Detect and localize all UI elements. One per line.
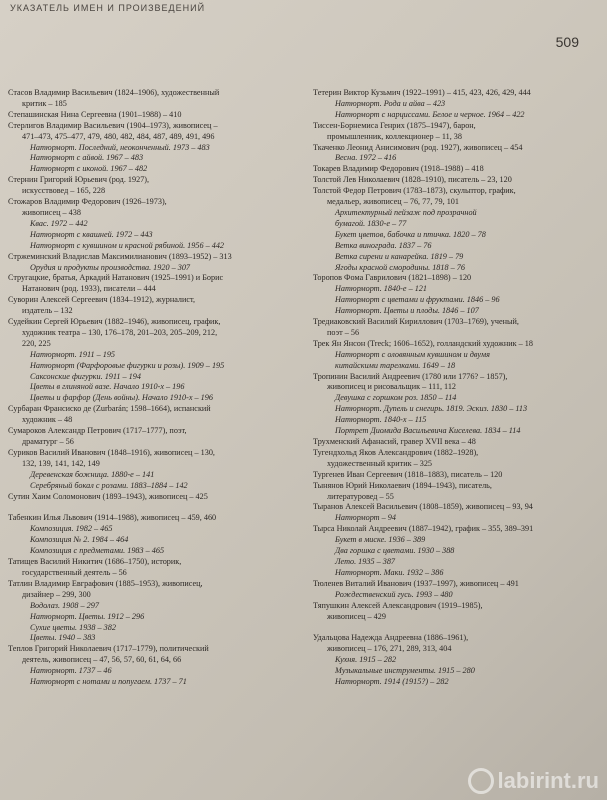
entry-name: Степашинская Нина Сергеевна (1901–1988) – 410 <box>8 109 182 119</box>
index-entry <box>313 448 603 470</box>
index-entry <box>313 633 603 688</box>
entry-name: Торопов Фома Гаврилович (1821–1898) – 120 <box>313 273 472 283</box>
index-entry <box>8 448 303 492</box>
index-entry <box>8 404 303 426</box>
artwork-title: Натюрморт. Маки. 1932 – 386 <box>335 567 444 577</box>
index-entry <box>313 175 603 186</box>
index-entry <box>313 601 603 623</box>
entry-name: Тюленев Виталий Иванович (1937–1997), живописец – 491 <box>313 578 519 588</box>
artwork-title: Натюрморт. 1840-е – 121 <box>335 284 427 294</box>
entry-name: Ткаченко Леонид Анисимович (род. 1927), живописец – 454 <box>313 142 523 152</box>
index-entry <box>313 372 603 437</box>
artwork-title: Натюрморт с нотами и попугаем. 1737 – 71 <box>30 677 187 687</box>
index-entry <box>313 164 603 175</box>
entry-continuation: медальер, живописец – 76, 77, 79, 101 <box>327 197 459 207</box>
artwork-title: Портрет Диомида Васильевича Киселева. 1834 – 114 <box>335 426 521 436</box>
artwork-title: Натюрморт – 94 <box>335 513 396 523</box>
artwork-title: Букет цветов, бабочка и птичка. 1820 – 78 <box>335 229 486 239</box>
entry-continuation: Натанович (род. 1933), писатели – 444 <box>22 284 156 294</box>
entry-continuation: литературовед – 55 <box>327 491 394 501</box>
entry-name: Судейкин Сергей Юрьевич (1882–1946), живописец, график, <box>8 317 221 327</box>
artwork-title: Лето. 1935 – 387 <box>335 556 396 566</box>
index-entry <box>313 579 603 601</box>
labirint-logo-icon <box>468 768 494 794</box>
entry-continuation: живописец и рисовальщик – 111, 112 <box>327 382 457 392</box>
entry-name: Тургенев Иван Сергеевич (1818–1883), писатель – 120 <box>313 469 503 479</box>
artwork-title: Деревенская божница. 1880-е – 141 <box>30 469 155 479</box>
entry-name: Тетерин Виктор Кузьмич (1922–1991) – 415, 423, 426, 429, 444 <box>313 88 531 97</box>
entry-continuation: 471–473, 475–477, 479, 480, 482, 484, 487, 489, 491, 496 <box>22 131 215 141</box>
artwork-title: Натюрморт с айвой. 1967 – 483 <box>30 153 144 163</box>
index-entry <box>313 470 603 481</box>
artwork-title: Весна. 1972 – 416 <box>335 153 397 163</box>
entry-name: Стернин Григорий Юрьевич (род. 1927), <box>8 175 150 185</box>
entry-name: Тропинин Василий Андреевич (1780 или 1776? – 1857), <box>313 371 508 381</box>
letter-gap <box>313 622 603 633</box>
entry-name: Тредиаковский Василий Кириллович (1703–1769), ученый, <box>313 317 519 327</box>
artwork-title: Натюрморт. 1914 (1915?) – 282 <box>335 677 449 687</box>
artwork-title: Водолаз. 1908 – 297 <box>30 600 99 610</box>
artwork-title: Натюрморт. Рода и айва – 423 <box>335 98 446 108</box>
entry-name: Токарев Владимир Федорович (1918–1988) – 418 <box>313 164 484 174</box>
entry-continuation: деятель, живописец – 47, 56, 57, 60, 61, 64, 66 <box>22 655 182 665</box>
entry-name: Татлин Владимир Евграфович (1885–1953), живописец, <box>8 578 203 588</box>
artwork-title: Натюрморт с нарциссами. Белое и черное. 1964 – 422 <box>335 109 525 119</box>
entry-name: Толстой Федор Петрович (1783–1873), скульптор, график, <box>313 186 516 196</box>
entry-continuation: издатель – 132 <box>22 306 73 316</box>
artwork-title: Ветка сирени и канарейка. 1819 – 79 <box>335 251 464 261</box>
artwork-title: Ягоды красной смородины. 1818 – 76 <box>335 262 465 272</box>
index-entry <box>8 426 303 448</box>
entry-name: Стасов Владимир Васильевич (1824–1906), художественный <box>8 88 220 97</box>
artwork-title: Натюрморт с иконой. 1967 – 482 <box>30 164 148 174</box>
entry-name: Тяпушкин Алексей Александрович (1919–1985), <box>313 600 483 610</box>
index-entry <box>8 175 303 197</box>
entry-name: Тугендхольд Яков Александрович (1882–1928), <box>313 447 479 457</box>
index-entry <box>8 110 303 121</box>
entry-name: Тыранов Алексей Васильевич (1808–1859), живописец – 93, 94 <box>313 502 533 512</box>
entry-continuation: поэт – 56 <box>327 327 360 337</box>
artwork-title: Девушка с горшком роз. 1850 – 114 <box>335 393 457 403</box>
entry-continuation: художник театра – 130, 176–178, 201–203, 205–209, 212, <box>22 327 218 337</box>
entry-name: Трек Ян Янсон (Treck; 1606–1652), голландский художник – 18 <box>313 338 533 348</box>
artwork-title: Натюрморт. Дупель и снегирь. 1819. Эскиз. 1830 – 113 <box>335 404 528 414</box>
watermark-text: labirint.ru <box>497 768 599 793</box>
index-entry <box>8 295 303 317</box>
index-entry <box>313 317 603 339</box>
artwork-title: Серебряный бокал с розами. 1883–1884 – 142 <box>30 480 188 490</box>
index-entry <box>8 88 303 110</box>
entry-name: Стерлигов Владимир Васильевич (1904–1973), живописец – <box>8 120 218 130</box>
entry-name: Табенкин Илья Львович (1914–1988), живописец – 459, 460 <box>8 513 217 523</box>
entry-name: Тиссен-Борнемиса Генрих (1875–1947), барон, <box>313 120 476 130</box>
entry-continuation: государственный деятель – 56 <box>22 567 127 577</box>
index-entry <box>8 492 303 503</box>
index-entry <box>8 557 303 579</box>
artwork-title: Натюрморт с кувшином и красной рябиной. 1956 – 442 <box>30 240 225 250</box>
artwork-title: Натюрморт. 1737 – 46 <box>30 666 112 676</box>
artwork-title: Натюрморт. Цветы и плоды. 1846 – 107 <box>335 306 479 316</box>
artwork-title: Рождественский гусь. 1993 – 480 <box>335 589 453 599</box>
artwork-title: Квас. 1972 – 442 <box>30 218 88 228</box>
entry-name: Толстой Лев Николаевич (1828–1910), писатель – 23, 120 <box>313 175 512 185</box>
artwork-title: Цветы. 1940 – 383 <box>30 633 96 643</box>
watermark <box>468 768 599 794</box>
artwork-title: Натюрморт. 1911 – 195 <box>30 349 116 359</box>
entry-name: Суриков Василий Иванович (1848–1916), живописец – 130, <box>8 447 215 457</box>
index-entry <box>8 513 303 557</box>
artwork-title: Натюрморт. Последний, неоконченный. 1973 – 483 <box>30 142 210 152</box>
index-entry <box>8 121 303 176</box>
artwork-title: Натюрморт. Цветы. 1912 – 296 <box>30 611 145 621</box>
artwork-title: Саксонские фигурки. 1911 – 194 <box>30 371 141 381</box>
entry-name: Тынянов Юрий Николаевич (1894–1943), писатель, <box>313 480 492 490</box>
entry-name: Суворин Алексей Сергеевич (1834–1912), журналист, <box>8 295 196 305</box>
index-entry <box>313 524 603 579</box>
entry-continuation: живописец – 176, 271, 289, 313, 404 <box>327 644 452 654</box>
index-entry <box>313 273 603 317</box>
entry-name: Теплов Григорий Николаевич (1717–1779), политический <box>8 644 209 654</box>
entry-continuation: живописец – 429 <box>327 611 386 621</box>
artwork-title: Букет в миске. 1936 – 389 <box>335 535 426 545</box>
index-entry <box>313 502 603 524</box>
index-entry <box>8 579 303 644</box>
index-entry <box>313 121 603 143</box>
index-entry <box>313 339 603 372</box>
entry-name: Стожаров Владимир Федорович (1926–1973), <box>8 197 167 207</box>
artwork-title: Композиция № 2. 1984 – 464 <box>30 535 129 545</box>
entry-continuation: живописец – 438 <box>22 207 81 217</box>
index-entry <box>8 317 303 404</box>
entry-name: Тырса Николай Андреевич (1887–1942), график – 355, 389–391 <box>313 524 534 534</box>
entry-name: Трухменский Афанасий, гравер XVII века – 48 <box>313 437 476 446</box>
entry-name: Татищев Василий Никитич (1686–1750), историк, <box>8 557 182 567</box>
artwork-title: Композиция с предметами. 1983 – 465 <box>30 546 165 556</box>
index-column-right <box>313 88 603 688</box>
entry-name: Сутин Хаим Соломонович (1893–1943), живописец – 425 <box>8 491 208 501</box>
index-entry <box>313 481 603 503</box>
artwork-title: Кухня. 1915 – 282 <box>335 655 397 665</box>
artwork-title: Ветка винограда. 1837 – 76 <box>335 240 432 250</box>
entry-name: Удальцова Надежда Андреевна (1886–1961), <box>313 633 469 643</box>
entry-name: Сурбаран Франсиско де (Zurbarán; 1598–1664), испанский <box>8 404 211 414</box>
index-entry <box>8 273 303 295</box>
entry-name: Стругацкие, братья, Аркадий Натанович (1925–1991) и Борис <box>8 273 224 283</box>
entry-continuation: искусствовед – 165, 228 <box>22 186 106 196</box>
running-head: УКАЗАТЕЛЬ ИМЕН И ПРОИЗВЕДЕНИЙ <box>10 3 206 13</box>
index-column-left <box>8 88 303 688</box>
entry-continuation: 132, 139, 141, 142, 149 <box>22 458 100 468</box>
artwork-title: китайскими тарелками. 1649 – 18 <box>335 360 456 370</box>
entry-name: Стржеминский Владислав Максимилианович (1893–1952) – 313 <box>8 251 232 261</box>
artwork-title: Композиция. 1982 – 465 <box>30 524 113 534</box>
entry-continuation: художник – 48 <box>22 415 73 425</box>
entry-name: Сумароков Александр Петрович (1717–1777), поэт, <box>8 426 187 436</box>
artwork-title: Натюрморт с оловянным кувшином и двумя <box>335 349 490 359</box>
index-entry <box>8 197 303 252</box>
entry-continuation: драматург – 56 <box>22 437 74 446</box>
entry-continuation: художественный критик – 325 <box>327 458 433 468</box>
artwork-title: Орудия и продукты производства. 1920 – 307 <box>30 262 191 272</box>
entry-continuation: дизайнер – 299, 300 <box>22 589 91 599</box>
entry-continuation: промышленник, коллекционер – 11, 38 <box>327 131 462 141</box>
index-entry <box>313 186 603 273</box>
artwork-title: Два горшка с цветами. 1930 – 388 <box>335 546 455 556</box>
index-entry <box>313 143 603 165</box>
index-entry <box>8 644 303 688</box>
artwork-title: Натюрморт с цветами и фруктами. 1846 – 96 <box>335 295 500 305</box>
page-number: 509 <box>555 34 579 50</box>
entry-continuation: 220, 225 <box>22 338 51 348</box>
artwork-title: Натюрморт с квашней. 1972 – 443 <box>30 229 153 239</box>
artwork-title: Сухие цветы. 1938 – 382 <box>30 622 116 632</box>
artwork-title: Архитектурный пейзаж под прозрачной <box>335 207 477 217</box>
index-entry <box>8 252 303 274</box>
artwork-title: бумагой. 1830-е – 77 <box>335 218 407 228</box>
index-entry <box>313 88 603 121</box>
artwork-title: Натюрморт. 1840-х – 115 <box>335 415 427 425</box>
artwork-title: Цветы и фарфор (День войны). Начало 1910-х – 196 <box>30 393 213 403</box>
letter-gap <box>8 502 303 513</box>
index-entry <box>313 437 603 448</box>
artwork-title: Музыкальные инструменты. 1915 – 280 <box>335 666 475 676</box>
artwork-title: Натюрморт (Фарфоровые фигурки и розы). 1909 – 195 <box>30 360 225 370</box>
artwork-title: Цветы в глиняной вазе. Начало 1910-х – 196 <box>30 382 185 392</box>
entry-continuation: критик – 185 <box>22 98 67 108</box>
